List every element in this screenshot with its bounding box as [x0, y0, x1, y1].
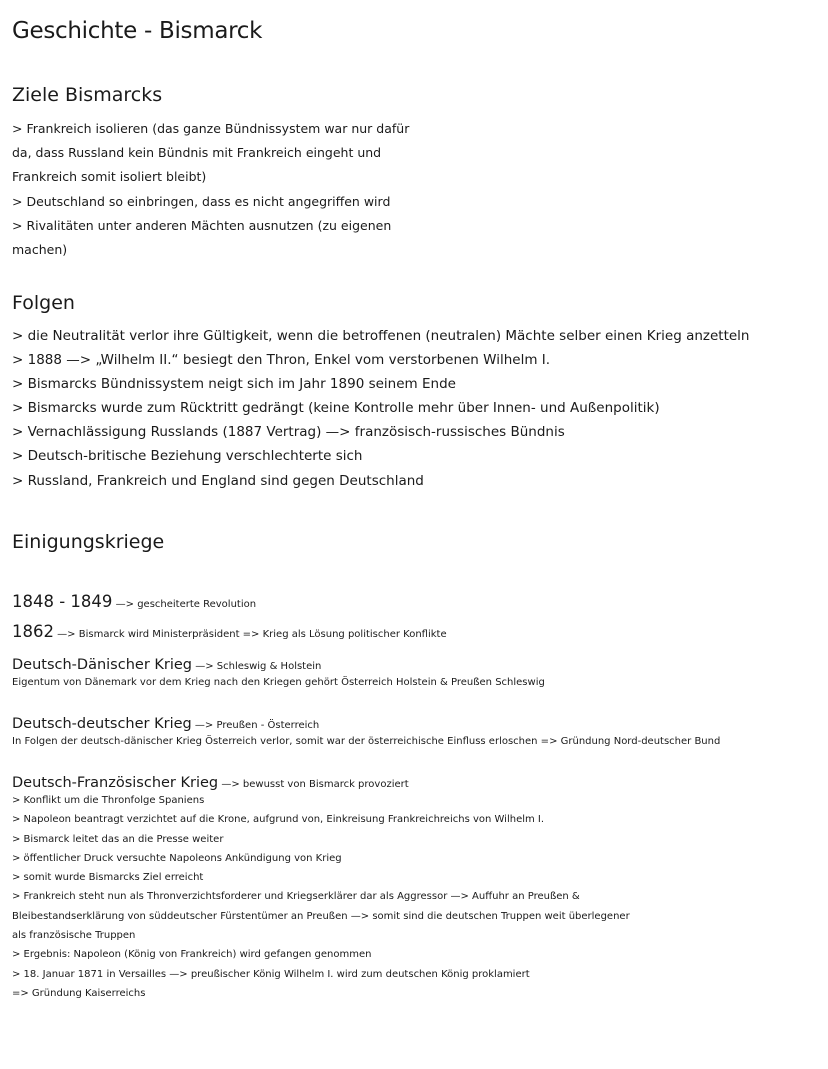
- entry-franzoesischer-krieg: [12, 772, 630, 1003]
- krieg-detail: > Frankreich steht nun als Thronverzichtsforderer und Kriegserklärer dar als Aggressor —> Auffuhr an Preußen &: [12, 891, 580, 903]
- krieg-detail: => Gründung Kaiserreichs: [12, 987, 146, 999]
- folgen-line: > Russland, Frankreich und England sind gegen Deutschland: [12, 472, 424, 489]
- krieg-detail: > Bismarck leitet das an die Presse weiter: [12, 833, 224, 845]
- arrow-text: —>: [54, 629, 79, 640]
- heading-einigungskriege: Einigungskriege: [12, 531, 165, 553]
- krieg-subtitle: Schleswig & Holstein: [216, 661, 322, 672]
- ziele-line: da, dass Russland kein Bündnis mit Frankreich eingeht und: [12, 145, 382, 161]
- heading-folgen: Folgen: [12, 292, 75, 314]
- arrow-text: —>: [218, 779, 243, 790]
- folgen-line: > Vernachlässigung Russlands (1887 Vertrag) —> französisch-russisches Bündnis: [12, 424, 565, 441]
- ziele-line: > Frankreich isolieren (das ganze Bündnissystem war nur dafür: [12, 121, 410, 136]
- ziele-line: machen): [12, 242, 68, 258]
- krieg-detail: > somit wurde Bismarcks Ziel erreicht: [12, 872, 204, 884]
- arrow-text: —>: [192, 661, 217, 672]
- arrow-text: —>: [112, 599, 138, 610]
- entry-year: 1862: [12, 622, 54, 641]
- krieg-detail: > 18. Januar 1871 in Versailles —> preußischer König Wilhelm I. wird zum deutschen König proklamiert: [12, 968, 530, 980]
- folgen-line: > Bismarcks wurde zum Rücktritt gedrängt (keine Kontrolle mehr über Innen- und Außenpolitik): [12, 400, 660, 417]
- ziele-line: Frankreich somit isoliert bleibt): [12, 169, 207, 185]
- krieg-detail: als französische Truppen: [12, 930, 136, 942]
- folgen-line: > Deutsch-britische Beziehung verschlechterte sich: [12, 448, 363, 465]
- krieg-detail: > Ergebnis: Napoleon (König von Frankreich) wird gefangen genommen: [12, 949, 372, 961]
- krieg-detail: Bleibestandserklärung von süddeutscher Fürstentümer an Preußen —> somit sind die deutschen Truppen weit überlegener: [12, 910, 630, 922]
- entry-1848: [12, 592, 256, 611]
- krieg-detail: > öffentlicher Druck versuchte Napoleons Ankündigung von Krieg: [12, 852, 342, 864]
- krieg-title: Deutsch-Dänischer Krieg: [12, 657, 193, 673]
- krieg-detail: Eigentum von Dänemark vor dem Krieg nach den Kriegen gehört Österreich Holstein & Preußen Schleswig: [12, 677, 545, 688]
- krieg-title: Deutsch-Französischer Krieg: [12, 775, 219, 791]
- page-title: Geschichte - Bismarck: [12, 18, 263, 44]
- krieg-detail: In Folgen der deutsch-dänischer Krieg Österreich verlor, somit war der österreichische Einfluss erloschen => Gründung Nord-deutscher Bund: [12, 736, 721, 747]
- ziele-line: > Rivalitäten unter anderen Mächten ausnutzen (zu eigenen: [12, 217, 392, 233]
- krieg-subtitle: bewusst von Bismarck provoziert: [242, 779, 409, 790]
- krieg-detail: > Konflikt um die Thronfolge Spaniens: [12, 795, 205, 806]
- folgen-line: > die Neutralität verlor ihre Gültigkeit, wenn die betroffenen (neutralen) Mächte selber einen Krieg anzetteln: [12, 328, 750, 344]
- ziele-list: [12, 117, 409, 262]
- entry-text: gescheiterte Revolution: [137, 599, 257, 610]
- entry-year: 1848 - 1849: [12, 592, 113, 611]
- heading-ziele: Ziele Bismarcks: [12, 84, 163, 106]
- entry-daenischer-krieg: [12, 654, 545, 692]
- entry-text: Bismarck wird Ministerpräsident => Krieg als Lösung politischer Konflikte: [78, 629, 447, 640]
- folgen-line: > Bismarcks Bündnissystem neigt sich im Jahr 1890 seinem Ende: [12, 376, 456, 393]
- entry-1862: [12, 622, 447, 641]
- krieg-subtitle: Preußen - Österreich: [216, 720, 320, 731]
- folgen-list: [12, 324, 750, 493]
- krieg-detail: > Napoleon beantragt verzichtet auf die Krone, aufgrund von, Einkreisung Frankreichreichs von Wilhelm I.: [12, 814, 545, 826]
- entry-deutscher-krieg: [12, 713, 720, 751]
- arrow-text: —>: [191, 720, 217, 731]
- krieg-title: Deutsch-deutscher Krieg: [12, 716, 192, 732]
- ziele-line: > Deutschland so einbringen, dass es nicht angegriffen wird: [12, 193, 391, 209]
- folgen-line: > 1888 —> „Wilhelm II.“ besiegt den Thron, Enkel vom verstorbenen Wilhelm I.: [12, 352, 551, 369]
